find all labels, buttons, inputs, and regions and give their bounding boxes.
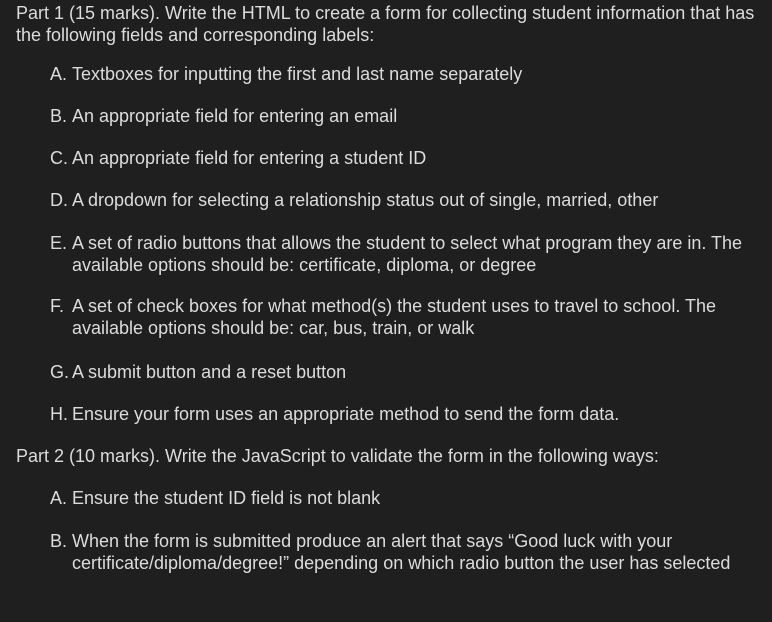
item-letter: E. bbox=[50, 233, 68, 253]
part1-item-a bbox=[50, 63, 750, 85]
item-text: Ensure your form uses an appropriate method to send the form data. bbox=[72, 404, 620, 424]
item-letter: A. bbox=[50, 488, 68, 508]
part1-item-h bbox=[50, 403, 750, 425]
item-letter: G. bbox=[50, 362, 70, 382]
item-text: Ensure the student ID field is not blank bbox=[72, 488, 381, 508]
item-text: An appropriate field for entering an email bbox=[72, 106, 398, 126]
item-text: A dropdown for selecting a relationship status out of single, married, other bbox=[72, 190, 659, 210]
item-letter: B. bbox=[50, 531, 68, 551]
item-letter: F. bbox=[50, 296, 65, 316]
item-text: When the form is submitted produce an alert that says “Good luck with your certificate/diploma/degree!” depending on which radio button the user has selected bbox=[72, 531, 731, 573]
part1-item-d bbox=[50, 189, 750, 211]
item-text: A set of radio buttons that allows the student to select what program they are in. The available options should be: certificate, diploma, or degree bbox=[72, 233, 743, 275]
part1-item-g bbox=[50, 361, 750, 383]
item-letter: B. bbox=[50, 106, 68, 126]
item-letter: A. bbox=[50, 64, 68, 84]
item-text: A set of check boxes for what method(s) the student uses to travel to school. The available options should be: car, bus, train, or walk bbox=[72, 296, 717, 338]
part2-item-b bbox=[50, 530, 750, 574]
item-text: An appropriate field for entering a student ID bbox=[72, 148, 427, 168]
item-letter: H. bbox=[50, 404, 68, 424]
item-letter: D. bbox=[50, 190, 68, 210]
part1-item-c bbox=[50, 147, 750, 169]
item-letter: C. bbox=[50, 148, 68, 168]
part1-item-f bbox=[50, 295, 750, 339]
part2-heading: Part 2 (10 marks). Write the JavaScript to validate the form in the following ways: bbox=[16, 446, 659, 466]
part1-item-e bbox=[50, 232, 750, 276]
item-text: A submit button and a reset button bbox=[72, 362, 347, 382]
part1-heading: Part 1 (15 marks). Write the HTML to create a form for collecting student information that has the following fields and corresponding labels: bbox=[16, 3, 755, 45]
item-text: Textboxes for inputting the first and last name separately bbox=[72, 64, 523, 84]
part2-item-a bbox=[50, 487, 750, 509]
part1-item-b bbox=[50, 105, 750, 127]
